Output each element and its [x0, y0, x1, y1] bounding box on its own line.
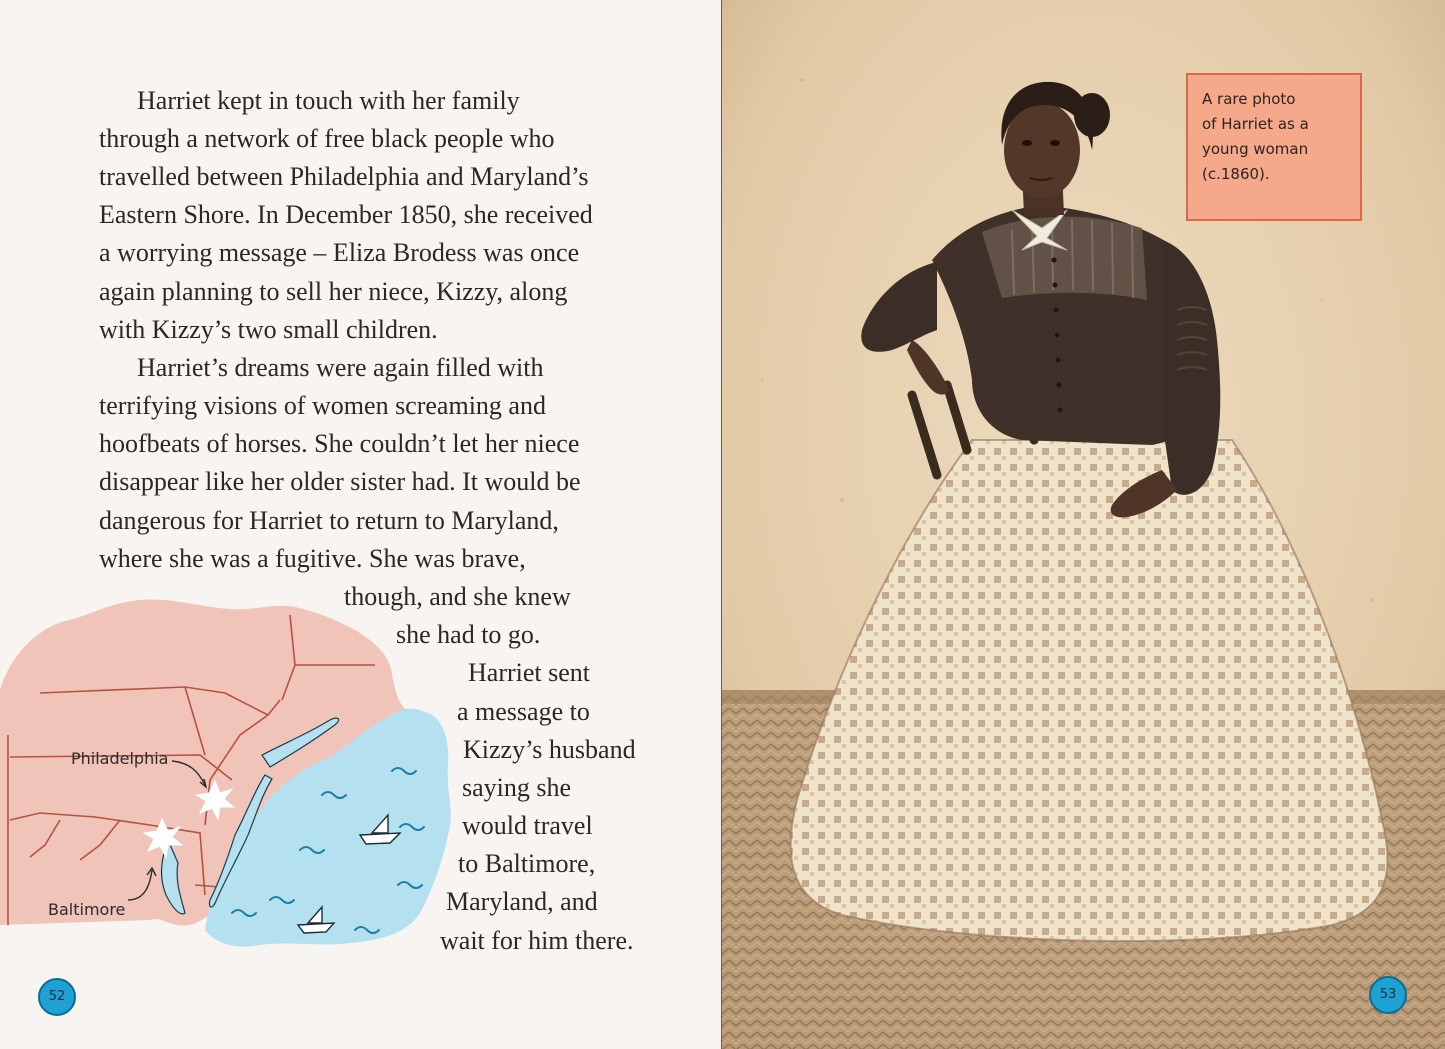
left-page: [0, 0, 722, 1049]
body-text-line: disappear like her older sister had. It would be: [99, 467, 581, 496]
photo-caption-box: [1186, 73, 1362, 221]
photo-caption-text: A rare photo of Harriet as a young woman (c.1860).: [1202, 90, 1309, 183]
body-text-line: a message to: [457, 697, 590, 726]
body-text-line: where she was a fugitive. She was brave,: [99, 544, 526, 573]
body-text-line: she had to go.: [396, 620, 541, 649]
page-number-right: 53: [1369, 976, 1407, 1014]
body-text-line: terrifying visions of women screaming and: [99, 391, 546, 420]
body-text-line: travelled between Philadelphia and Maryland’s: [99, 162, 589, 191]
body-text-line: though, and she knew: [344, 582, 571, 611]
body-text-line: with Kizzy’s two small children.: [99, 315, 438, 344]
body-text-line: again planning to sell her niece, Kizzy, along: [99, 277, 568, 306]
body-text-line: Harriet’s dreams were again filled with: [137, 353, 544, 382]
body-text-line: a worrying message – Eliza Brodess was once: [99, 238, 580, 267]
map-label-baltimore: Baltimore: [48, 900, 126, 919]
body-text-line: Harriet kept in touch with her family: [137, 86, 520, 115]
body-text-line: to Baltimore,: [458, 849, 596, 878]
body-text-line: Maryland, and: [446, 887, 598, 916]
page-number-left: 52: [38, 978, 76, 1016]
body-text-line: would travel: [462, 811, 593, 840]
body-text-line: hoofbeats of horses. She couldn’t let her niece: [99, 429, 580, 458]
body-text-line: Harriet sent: [468, 658, 591, 687]
body-text-line: through a network of free black people who: [99, 124, 555, 153]
body-text-line: Eastern Shore. In December 1850, she received: [99, 200, 593, 229]
body-text-line: dangerous for Harriet to return to Maryland,: [99, 506, 559, 535]
body-text-line: saying she: [462, 773, 572, 802]
map-label-philadelphia: Philadelphia: [71, 749, 169, 768]
body-text-line: Kizzy’s husband: [463, 735, 636, 764]
body-text-line: wait for him there.: [440, 926, 634, 955]
